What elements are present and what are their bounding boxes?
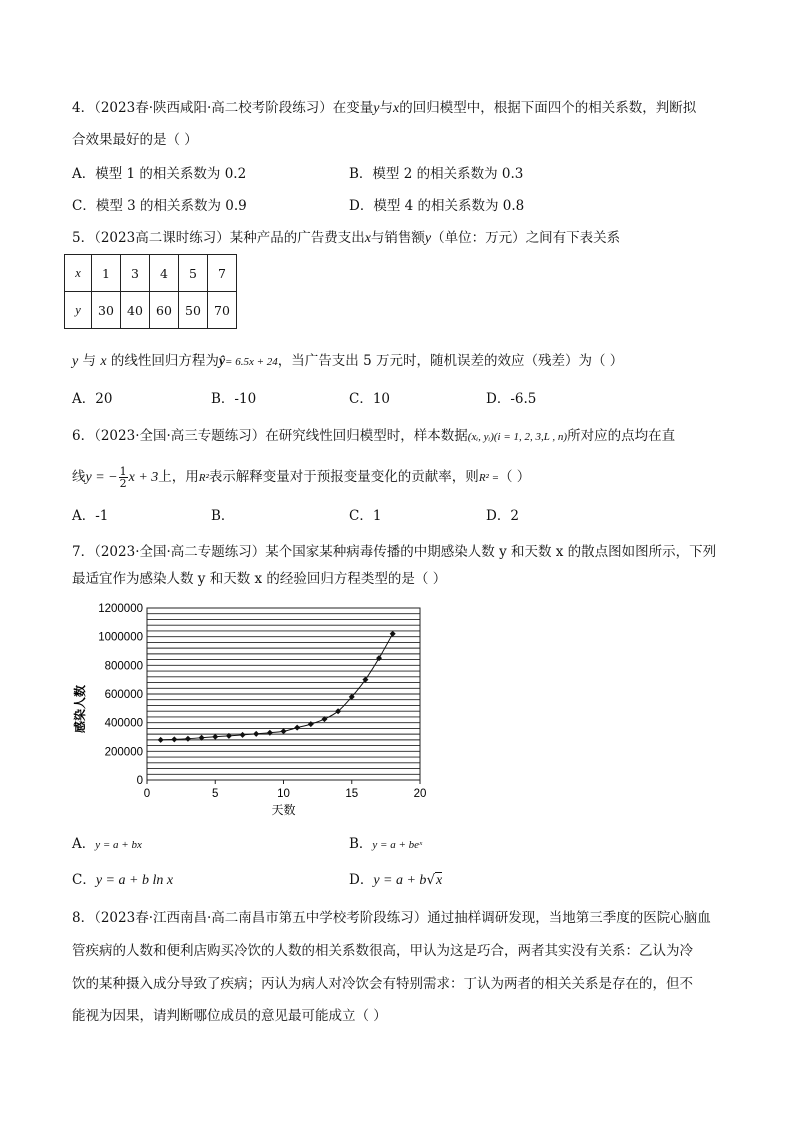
table-cell: 70 [208,292,237,329]
x-tick-label: 20 [413,788,427,800]
q6-data-notation: (xᵢ, yᵢ)(i = 1, 2, 3,L , n) [467,431,568,443]
y-tick-label: 600000 [104,689,143,701]
q6-option-b[interactable]: B． [211,508,235,524]
q7-scatter-chart [72,600,432,830]
q8-stem-line1: 8．（2023春·江西南昌·高二南昌市第五中学校考阶段练习）通过抽样调研发现，当地第三季度的医院心脑血 [72,910,711,926]
q4-text: 与 [379,100,393,116]
q5-regression-equation: = 6.5x + 24 [225,356,278,368]
chart-series [158,631,396,743]
q7-option-c[interactable] [72,870,173,891]
q7-stem-line1: 7．（2023·全国·高二专题练习）某个国家某种病毒传播的中期感染人数 y 和天数 x 的散点图如图所示，下列 [72,544,717,560]
q7-option-a[interactable] [72,834,142,855]
x-tick-label: 10 [277,788,290,800]
option-label: C． [72,872,96,888]
q6-fraction-numerator: 1 [119,465,127,478]
y-tick-label: 400000 [104,717,143,730]
table-cell: 3 [121,255,150,292]
q6-fraction [119,466,128,489]
chart-gridlines [147,608,420,780]
table-cell-x-label: x [65,255,92,292]
table-cell: 1 [92,255,121,292]
q6-option-a[interactable]: A．-1 [72,508,109,524]
q6-text: 表示解释变量对于预报变量变化的贡献率，则 [208,469,479,485]
table-row [65,292,237,329]
q6-stem-line1 [72,426,726,447]
table-cell: 7 [208,255,237,292]
x-axis-label: 天数 [271,803,296,817]
data-point [253,731,259,737]
q7-option-b[interactable] [349,834,422,855]
data-point [185,736,191,742]
data-point [390,631,396,637]
x-tick-label: 5 [212,788,219,800]
q5-text: 与 [78,353,101,369]
q4-var-x: x [393,101,400,116]
q5-text: 的线性回归方程为 [106,353,219,369]
x-tick-label: 15 [345,788,359,800]
q5-stem-line2 [72,351,726,372]
q5-data-table [64,254,237,329]
table-cell: 60 [150,292,179,329]
q6-option-d[interactable]: D．2 [486,508,519,524]
data-point [158,737,164,743]
q6-text: （ ） [499,469,531,485]
data-point [281,728,287,734]
q8-stem-line4: 能视为因果，请判断哪位成员的意见最可能成立（ ） [72,1008,387,1024]
data-point [267,730,273,736]
q6-stem-line2 [72,466,726,489]
q6-fraction-denominator: 2 [119,477,127,490]
table-cell-y-label: y [65,292,92,329]
q6-text: 上，用 [158,469,199,485]
option-label: D． [349,872,374,888]
q4-option-c[interactable]: C．模型 3 的相关系数为 0.9 [72,198,247,214]
option-expression: y = a + b [373,873,427,888]
data-point [240,732,246,738]
q6-text: 线 [72,469,86,485]
option-label: A． [72,836,96,852]
q4-stem-line2: 合效果最好的是（ ） [72,132,198,148]
q5-var-x: x [364,231,371,246]
q5-option-d[interactable]: D．-6.5 [486,391,537,407]
data-point [294,725,300,731]
q5-option-b[interactable]: B．-10 [211,391,257,407]
table-row [65,255,237,292]
q5-var-y: y [424,231,432,246]
series-line [161,634,393,740]
q7-stem-line2: 最适宜作为感染人数 y 和天数 x 的经验回归方程类型的是（ ） [72,571,447,587]
q4-text: 4．（2023春·陕西咸阳·高二校考阶段练习）在变量 [72,100,374,116]
x-tick-label: 0 [143,788,151,800]
q5-text: 5．（2023高二课时练习）某种产品的广告费支出 [72,230,365,246]
data-point [308,721,314,727]
q4-stem-line1 [72,98,726,119]
q7-option-d[interactable]: D．y = a + b√x [349,872,443,888]
q6-r-squared: R² [198,472,209,484]
table-cell: 30 [92,292,121,329]
q5-text: ，当广告支出 5 万元时，随机误差的效应（残差）为（ ） [277,353,624,369]
q8-stem-line2: 管疾病的人数和便利店购买冷饮的人数的相关系数很高，甲认为这是巧合，两者其实没有关系：乙认为冷 [72,943,693,959]
option-expression: y = a + bx [95,839,142,851]
q6-option-c[interactable]: C．1 [349,508,382,524]
q6-text: 6．（2023·全国·高三专题练习）在研究线性回归模型时，样本数据 [72,428,468,444]
q5-option-c[interactable]: C．10 [349,391,391,407]
q6-line-equation: y = − [85,470,118,485]
q6-text: 所对应的点均在直 [567,428,676,444]
q5-option-a[interactable]: A．20 [72,391,113,407]
q5-yhat: ŷ [218,354,226,369]
table-cell: 40 [121,292,150,329]
y-tick-label: 800000 [104,660,143,673]
q5-var-y: y [72,354,79,369]
q5-stem-line1 [72,228,726,249]
y-tick-label: 1200000 [98,603,143,615]
y-tick-label: 200000 [104,746,143,759]
y-tick-label: 1000000 [98,631,143,644]
data-point [171,736,177,742]
q4-option-a[interactable]: A．模型 1 的相关系数为 0.2 [72,166,247,182]
option-label: B． [349,836,373,852]
option-expression: y = a + beˣ [372,839,423,851]
y-axis-label: 感染人数 [73,684,87,734]
q6-r-squared: R² = [478,472,500,484]
q5-text: （单位：万元）之间有下表关系 [431,230,621,246]
q4-var-y: y [373,101,380,116]
table-cell: 50 [179,292,208,329]
q5-text: 与销售额 [370,230,425,246]
q5-var-x: x [100,354,107,369]
data-point [376,655,382,661]
data-point [212,734,218,740]
q4-text: 的回归模型中，根据下面四个的相关系数，判断拟 [399,100,697,116]
q8-stem-line3: 饮的某种摄入成分导致了疾病；丙认为病人对冷饮会有特别需求：丁认为两者的相关关系是存在的，但不 [72,976,693,992]
table-cell: 4 [150,255,179,292]
q6-line-equation: x + 3 [128,470,159,485]
table-cell: 5 [179,255,208,292]
option-expression-radicand: x [436,873,443,888]
q4-option-d[interactable]: D．模型 4 的相关系数为 0.8 [349,198,525,214]
y-tick-label: 0 [136,775,143,787]
option-expression: y = a + b ln x [95,873,174,888]
q4-option-b[interactable]: B．模型 2 的相关系数为 0.3 [349,166,524,182]
